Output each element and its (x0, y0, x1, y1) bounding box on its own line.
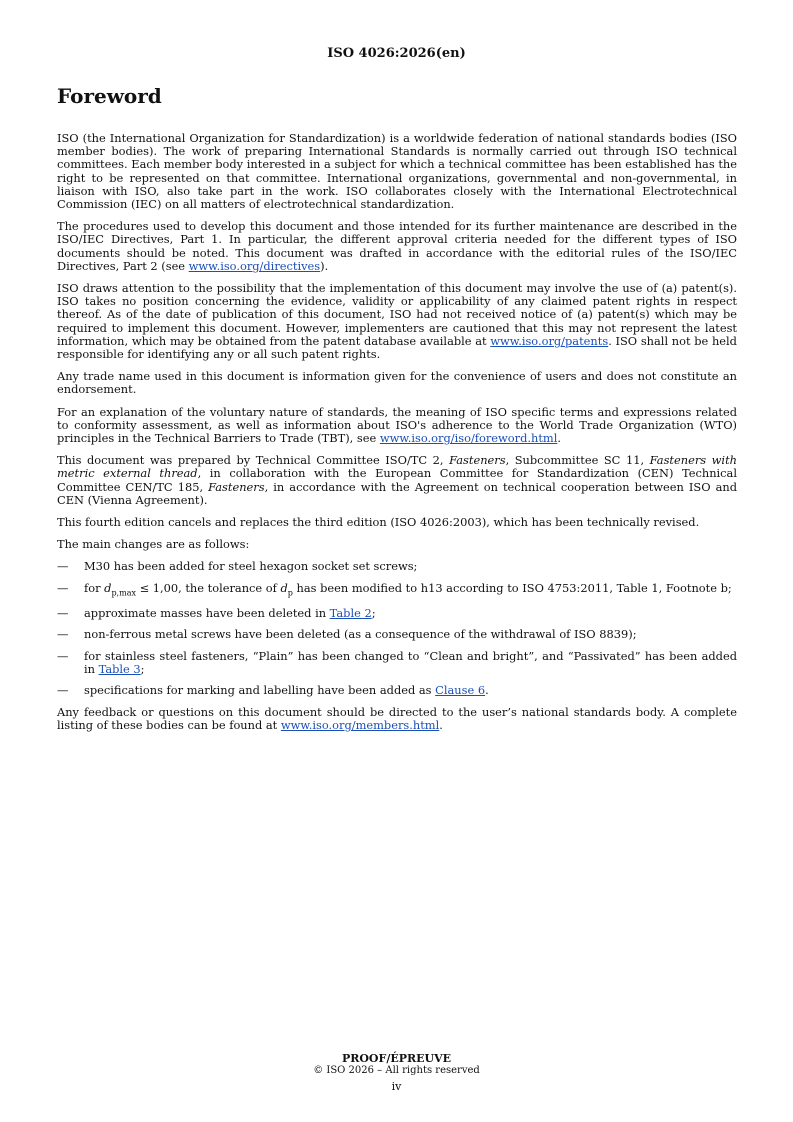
page-footer (0, 1053, 793, 1093)
members-link[interactable]: www.iso.org/members.html (280, 718, 440, 733)
directives-link[interactable]: www.iso.org/directives (188, 258, 321, 273)
page-title: Foreword (57, 84, 162, 108)
list-item: — for $d_{p,max} \le 1,00$, the tolerance of $d_p$ has been modified to h13 according to ISO 4753:2011, Table 1, Footnote b; (57, 580, 732, 597)
paragraph-trade-name: Any trade name used in this document is information given for the convenience of users and does not constitute an endorsement. (57, 369, 737, 397)
paragraph-patents: ISO draws attention to the possibility that the implementation of this document may involve the use of (a) patent(s). ISO takes no position concerning the evidence, validity or applicability of any claimed patent rights in respect thereof. As of the date of publication of this document, ISO had not received notice of (a) patent(s) which may be required to implement this document. However, implementers are cautioned that this may not represent the latest information, which may be obtained from the patent database available at www.iso.org/patents. ISO shall not be held responsible for identifying any or all such patent rights. (57, 281, 737, 362)
paragraph-edition: This fourth edition cancels and replaces the third edition (ISO 4026:2003), which has been technically revised. (57, 515, 700, 530)
document-header: ISO 4026:2026(en) (327, 46, 466, 61)
list-item: — specifications for marking and labelling have been added as Clause 6. (57, 682, 489, 697)
table-2-link[interactable]: Table 2 (329, 606, 372, 621)
list-item: — M30 has been added for steel hexagon socket set screws; (57, 559, 418, 574)
copyright-notice: © ISO 2026 – All rights reserved (313, 1065, 480, 1076)
foreword-link[interactable]: www.iso.org/iso/foreword.html (379, 431, 558, 446)
clause-6-link[interactable]: Clause 6 (435, 682, 486, 697)
foreword-content (57, 84, 737, 742)
list-item: — approximate masses have been deleted in Table 2; (57, 606, 376, 621)
paragraph-committee: This document was prepared by Technical Committee ISO/TC 2, Fasteners, Subcommittee SC 11, Fasteners with metric external thread, in collaboration with the European Committee for Standardization (CEN) Technical Committee CEN/TC 185, Fasteners, in accordance with the Agreement on technical cooperation between ISO and CEN (Vienna Agreement). (57, 453, 738, 507)
paragraph-iso-intro: ISO (the International Organization for Standardization) is a worldwide federation of national standards bodies (ISO member bodies). The work of preparing International Standards is normally carried out through ISO technical committees. Each member body interested in a subject for which a technical committee has been established has the right to be represented on that committee. International organizations, governmental and non-governmental, in liaison with ISO, also take part in the work. ISO collaborates closely with the International Electrotechnical Commission (IEC) on all matters of electrotechnical standardization. (57, 131, 737, 212)
list-item: — non-ferrous metal screws have been deleted (as a consequence of the withdrawal of ISO 8839); (57, 627, 637, 642)
paragraph-changes-intro: The main changes are as follows: (57, 537, 250, 552)
proof-label: PROOF/ÉPREUVE (341, 1052, 452, 1065)
paragraph-voluntary-nature: For an explanation of the voluntary nature of standards, the meaning of ISO specific terms and expressions related to conformity assessment, as well as information about ISO's adherence to the World Trade Organization (WTO) principles in the Technical Barriers to Trade (TBT), see www.iso.org/iso/foreword.html. (57, 404, 737, 446)
table-3-link[interactable]: Table 3 (98, 661, 141, 676)
patents-link[interactable]: www.iso.org/patents (490, 333, 609, 348)
paragraph-procedures: The procedures used to develop this document and those intended for its further maintenance are described in the ISO/IEC Directives, Part 1. In particular, the different approval criteria needed for the different types of ISO documents should be noted. This document was drafted in accordance with the editorial rules of the ISO/IEC Directives, Part 2 (see www.iso.org/directives). (57, 219, 737, 273)
page-number: iv (391, 1080, 402, 1093)
changes-list (57, 560, 737, 697)
list-item: — for stainless steel fasteners, “Plain” has been changed to “Clean and bright”, and “Passivated” has been added in Table 3; (57, 648, 737, 676)
paragraph-feedback: Any feedback or questions on this document should be directed to the user’s national standards body. A complete listing of these bodies can be found at www.iso.org/members.html. (57, 705, 737, 733)
